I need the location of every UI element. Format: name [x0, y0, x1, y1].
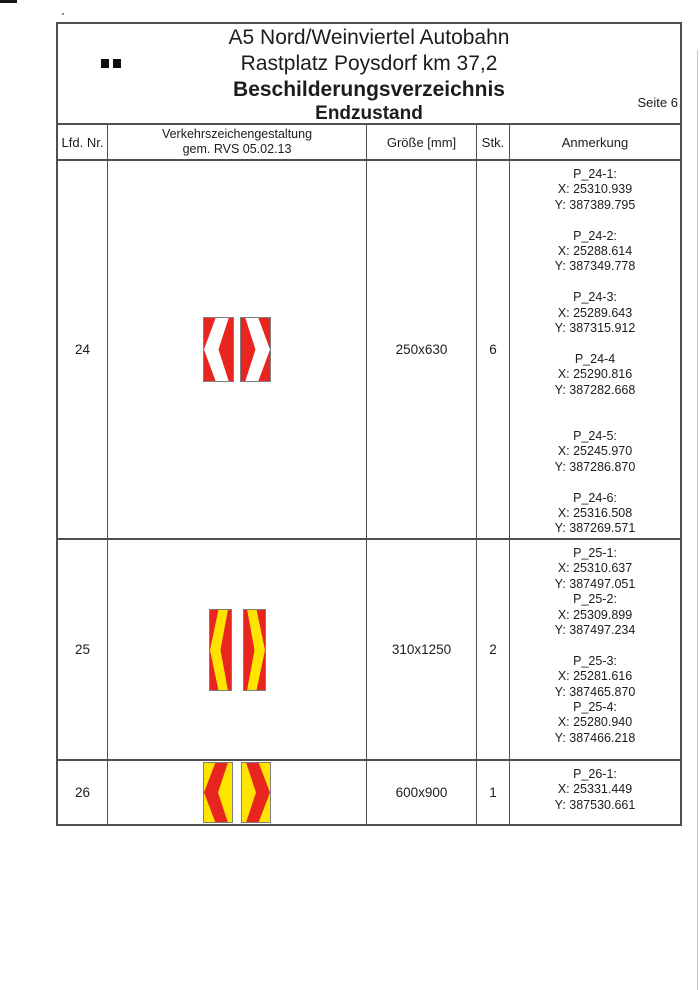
- table-header-row: [58, 125, 680, 161]
- column-header-sign-design: Verkehrszeichengestaltung gem. RVS 05.02.13: [108, 125, 367, 159]
- table-row: [58, 761, 680, 824]
- title-route: A5 Nord/Weinviertel Autobahn: [228, 26, 510, 49]
- annotation-coordinates: [510, 161, 680, 538]
- annotation-line: Y: 387497.051: [554, 576, 636, 591]
- annotation-line: Y: 387315.912: [554, 321, 636, 336]
- sign-size-mm: 250x630: [367, 161, 477, 538]
- blank-line: [510, 398, 680, 413]
- annotation-coordinates: [510, 540, 680, 759]
- annotation-line: X: 25281.616: [557, 669, 633, 684]
- blank-line: [510, 213, 680, 228]
- annotation-line: P_25-3:: [573, 653, 617, 668]
- annotation-line: X: 25290.816: [557, 367, 633, 382]
- sign-size-mm: 310x1250: [367, 540, 477, 759]
- annotation-line: X: 25245.970: [557, 444, 633, 459]
- annotation-line: X: 25331.449: [557, 782, 633, 797]
- table-row: [58, 540, 680, 761]
- annotation-line: P_24-6:: [573, 490, 617, 505]
- column-header-note: Anmerkung: [561, 134, 629, 150]
- row-number: 24: [58, 161, 108, 538]
- row-number: 25: [58, 540, 108, 759]
- sign-quantity: 6: [477, 161, 510, 538]
- chevron-panel-right-icon: [240, 317, 271, 382]
- chevron-panel-right-icon: [243, 609, 266, 691]
- blank-line: [510, 638, 680, 653]
- annotation-line: X: 25310.939: [557, 182, 633, 197]
- blank-line: [510, 275, 680, 290]
- annotation-line: Y: 387282.668: [554, 382, 636, 397]
- annotation-line: Y: 387466.218: [554, 730, 636, 745]
- blank-line: [510, 414, 680, 429]
- annotation-line: Y: 387269.571: [554, 521, 636, 536]
- annotation-line: X: 25309.899: [557, 607, 633, 622]
- guide-board-chevron-pair: [203, 762, 271, 823]
- title-state: Endzustand: [315, 103, 423, 124]
- row-number: 26: [58, 761, 108, 824]
- logo-square-icon: [101, 59, 109, 68]
- annotation-line: X: 25288.614: [557, 244, 633, 259]
- annotation-line: Y: 387530.661: [554, 797, 636, 812]
- annotation-line: P_24-5:: [573, 428, 617, 443]
- annotation-line: Y: 387497.234: [554, 623, 636, 638]
- annotation-line: P_24-2:: [573, 228, 617, 243]
- annotation-line: P_25-1:: [573, 546, 617, 560]
- annotation-line: Y: 387349.778: [554, 259, 636, 274]
- guide-board-chevron-pair: [209, 609, 266, 691]
- title-document-type: Beschilderungsverzeichnis: [233, 78, 505, 101]
- table-body: [58, 161, 680, 824]
- column-header-size: Größe [mm]: [367, 125, 477, 159]
- blank-line: [510, 475, 680, 490]
- annotation-line: P_24-4: [574, 351, 616, 366]
- page-number: Seite 6: [637, 95, 678, 110]
- title-block: [56, 22, 682, 125]
- logo-square-icon: [113, 59, 121, 68]
- annotation-line: X: 25280.940: [557, 715, 633, 730]
- chevron-panel-left-icon: [209, 609, 232, 691]
- page-edge-line: [697, 50, 698, 990]
- table-row: [58, 161, 680, 540]
- annotation-line: Y: 387286.870: [554, 459, 636, 474]
- scan-speck: [62, 13, 64, 15]
- annotation-line: Y: 387389.795: [554, 197, 636, 212]
- annotation-line: Y: 387465.870: [554, 684, 636, 699]
- annotation-line: P_26-1:: [573, 767, 617, 781]
- signage-table: [56, 125, 682, 826]
- title-location: Rastplatz Poysdorf km 37,2: [240, 52, 498, 75]
- annotation-line: P_25-2:: [573, 592, 617, 607]
- guide-board-chevron-pair: [203, 317, 271, 382]
- annotation-coordinates: [510, 761, 680, 824]
- sign-size-mm: 600x900: [367, 761, 477, 824]
- sign-quantity: 2: [477, 540, 510, 759]
- sign-graphic-cell: [108, 161, 367, 538]
- document-frame: [56, 22, 682, 826]
- annotation-line: X: 25289.643: [557, 305, 633, 320]
- column-header-lfd-nr: Lfd. Nr.: [58, 125, 108, 159]
- annotation-line: P_24-3:: [573, 290, 617, 305]
- annotation-line: P_25-4:: [573, 700, 617, 715]
- blank-line: [510, 336, 680, 351]
- page-edge-artifact: [0, 0, 17, 3]
- annotation-line: X: 25316.508: [557, 505, 633, 520]
- annotation-line: X: 25310.637: [557, 561, 633, 576]
- sign-quantity: 1: [477, 761, 510, 824]
- annotation-line: P_24-1:: [573, 167, 617, 181]
- chevron-panel-left-icon: [203, 317, 234, 382]
- sign-graphic-cell: [108, 761, 367, 824]
- column-header-qty: Stk.: [477, 125, 510, 159]
- sign-graphic-cell: [108, 540, 367, 759]
- chevron-panel-left-icon: [203, 762, 233, 823]
- chevron-panel-right-icon: [241, 762, 271, 823]
